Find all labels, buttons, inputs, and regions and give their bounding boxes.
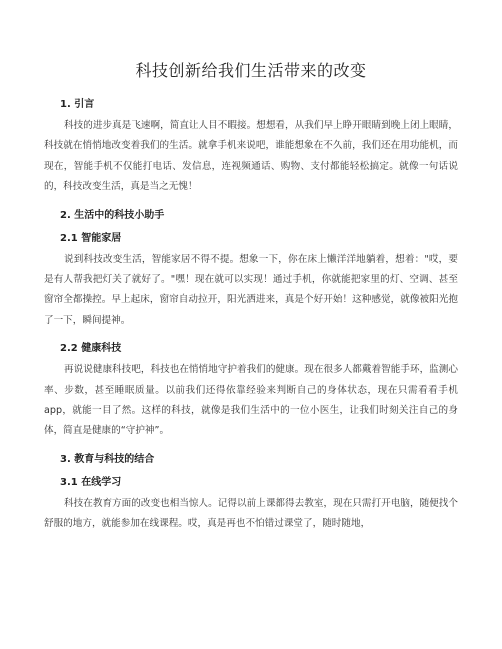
smart-home-paragraph: 说到科技改变生活，智能家居不得不提。想象一下，你在床上懒洋洋地躺着，想着："哎，要是有人帮我把灯关了就好了。"嘿！现在就可以实现！通过手机，你就能把家里的灯、空调、甚至窗帘全都操控。早上起床，窗帘自动拉开，阳光洒进来，真是个好开始！这种感觉，就像被阳光抱了一下，瞬间提神。: [44, 253, 458, 326]
section-heading-online-learning: 3.1 在线学习: [60, 476, 122, 488]
section-heading-smart-home: 2.1 智能家居: [60, 232, 122, 244]
health-tech-paragraph: 再说说健康科技吧，科技也在悄悄地守护着我们的健康。现在很多人都戴着智能手环，监测心率、步数，甚至睡眠质量。以前我们还得依靠经验来判断自己的身体状态，现在只需看看手机 app，就能一目了然。这样的科技，就像是我们生活中的一位小医生，让我们时刻关注自己的身体，简直是健康的“守护神”。: [44, 364, 458, 437]
intro-paragraph: 科技的进步真是飞速啊，简直让人目不暇接。想想看，从我们早上睁开眼睛到晚上闭上眼睛，科技就在悄悄地改变着我们的生活。就拿手机来说吧，谁能想象在不久前，我们还在用功能机，而现在，智能手机不仅能打电话、发信息，连视频通话、购物、支付都能轻松搞定。就像一句话说的，科技改变生活，真是当之无愧！: [44, 120, 458, 193]
section-heading-intro: 1. 引言: [60, 99, 95, 110]
online-learning-paragraph: 科技在教育方面的改变也相当惊人。记得以前上课都得去教室，现在只需打开电脑，随便找个舒服的地方，就能参加在线课程。哎，真是再也不怕错过课堂了，随时随地，: [44, 497, 458, 530]
section-heading-education: 3. 教育与科技的结合: [60, 453, 155, 465]
section-heading-life-tech: 2. 生活中的科技小助手: [60, 209, 165, 221]
section-heading-health-tech: 2.2 健康科技: [60, 343, 122, 355]
document-title: 科技创新给我们生活带来的改变: [135, 61, 367, 80]
